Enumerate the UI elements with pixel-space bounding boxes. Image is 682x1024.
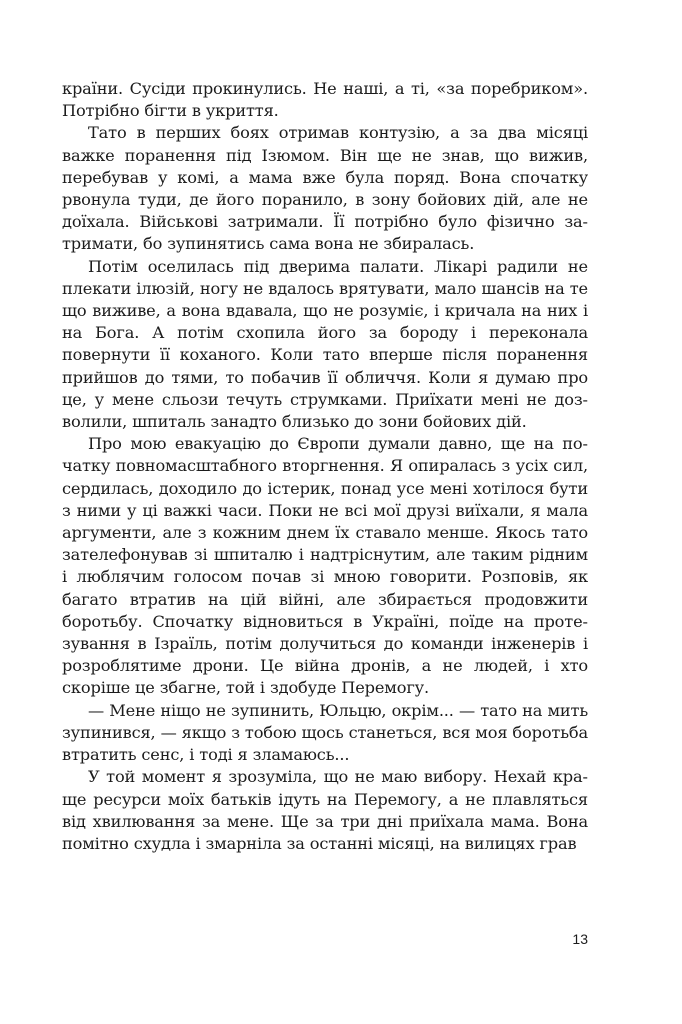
paragraph-4: Про мою евакуацію до Європи думали давно, ще на початку повномасштабного вторгнення. Я опиралась з усіх сил, сердилась, доходило до істерик, понад усе мені хотілося бути з ними у ці важкі часи. Поки не всі мої друзі виїхали, я мала аргументи, але з кожним днем їх ставало менше. Якось тато зателефонував зі шпиталю і надтріснутим, але таким рідним і люблячим голосом почав зі мною говорити. Розповів, як багато втратив на цій війні, але збирається продовжити боротьбу. Спочатку відновиться в Україні, поїде на протезування в Ізраїль, потім долучиться до команди інженерів і розроблятиме дрони. Це війна дронів, а не людей, і хто скоріше це збагне, той і здобуде Перемогу.	[62, 434, 588, 698]
paragraph-2: Тато в перших боях отримав контузію, а за два місяці важке поранення під Ізюмом. Він ще не знав, що вижив, перебував у комі, а мама вже була поряд. Вона спочатку рвонула туди, де його поранило, в зону бойових дій, але не доїхала. Військові затримали. Її потрібно було фізично затримати, бо зупинятись сама вона не збиралась.	[62, 123, 588, 254]
paragraph-3: Потім оселилась під дверима палати. Лікарі радили не плекати ілюзій, ногу не вдалось врятувати, мало шансів на те що виживе, а вона вдавала, що не розуміє, і кричала на них і на Бога. А потім схопила його за бороду і переконала повернути її коханого. Коли тато вперше після поранення прийшов до тями, то побачив її обличчя. Коли я думаю про це, у мене сльози течуть струмками. Приїхати мені не дозволили, шпиталь занадто близько до зони бойових дій.	[62, 256, 588, 432]
page-body	[62, 78, 588, 855]
paragraph-6: У той момент я зрозуміла, що не маю вибору. Нехай краще ресурси моїх батьків ідуть на Перемогу, а не плавляться від хвилювання за мене. Ще за три дні приїхала мама. Вона помітно схудла і змарніла за останні місяці, на вилицях грав	[62, 767, 588, 853]
paragraph-1: країни. Сусіди прокинулись. Не наші, а ті, «за поребриком». Потрібно бігти в укриття.	[62, 79, 588, 121]
page-number: 13	[572, 931, 588, 947]
paragraph-5: — Мене ніщо не зупинить, Юльцю, окрім... — тато на мить зупинився, — якщо з тобою щось станеться, вся моя боротьба втратить сенс, і тоді я зламаюсь...	[62, 700, 588, 765]
